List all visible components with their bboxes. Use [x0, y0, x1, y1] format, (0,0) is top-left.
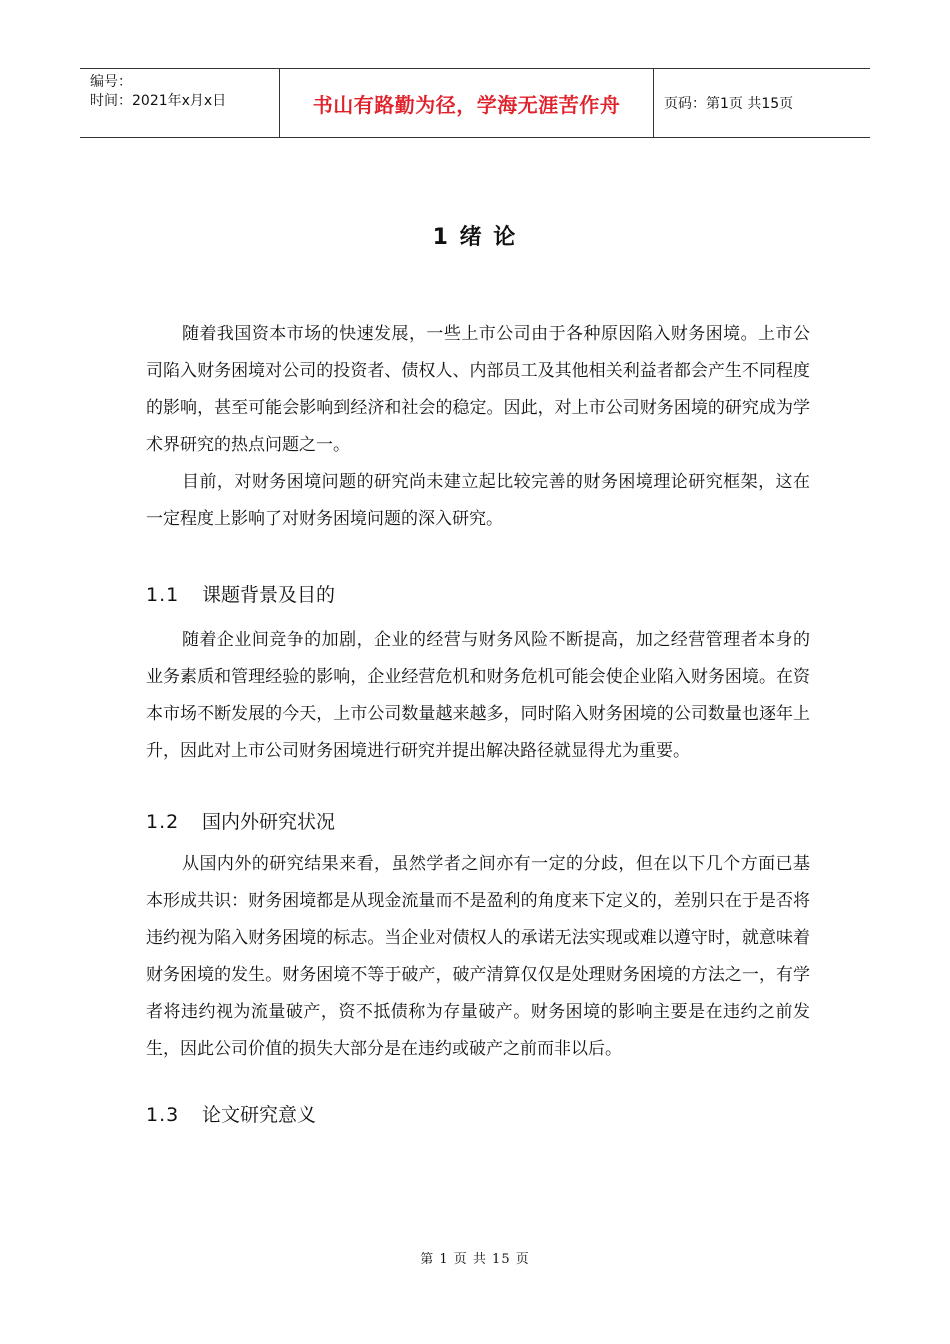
- section-heading-1-2: [146, 807, 335, 834]
- doc-time-label: 时间：2021年x月x日: [90, 93, 227, 109]
- section-heading-1-3: [146, 1100, 316, 1127]
- page-footer: 第 1 页 共 15 页: [420, 1252, 530, 1267]
- section-1-2-paragraph: 从国内外的研究结果来看，虽然学者之间亦有一定的分歧，但在以下几个方面已基本形成共识：财务困境都是从现金流量而不是盈利的角度来下定义的，差别只在于是否将违约视为陷入财务困境的标志。当企业对债权人的承诺无法实现或难以遵守时，就意味着财务困境的发生。财务困境不等于破产，破产清算仅仅是处理财务困境的方法之一，有学者将违约视为流量破产，资不抵债称为存量破产。财务困境的影响主要是在违约之前发生，因此公司价值的损失大部分是在违约或破产之前而非以后。: [146, 854, 810, 1059]
- section-number: 1.3: [146, 1104, 180, 1126]
- section-title: 论文研究意义: [202, 1104, 317, 1126]
- header-meta-cell: [80, 69, 280, 137]
- header-motto-cell: [280, 69, 654, 137]
- header-page-label: 页码：第1页 共15页: [664, 96, 794, 112]
- header-motto: 书山有路勤为径，学海无涯苦作舟: [312, 92, 621, 117]
- doc-number-label: 编号：: [90, 74, 132, 90]
- section-number: 1.2: [146, 811, 180, 833]
- header-page-cell: [654, 69, 870, 137]
- section-title: 国内外研究状况: [202, 811, 336, 833]
- chapter-title: 1 绪 论: [432, 225, 518, 250]
- section-title: 课题背景及目的: [202, 584, 336, 606]
- section-1-1-paragraph: 随着企业间竞争的加剧，企业的经营与财务风险不断提高，加之经营管理者本身的业务素质和管理经验的影响，企业经营危机和财务危机可能会使企业陷入财务困境。在资本市场不断发展的今天，上市公司数量越来越多，同时陷入财务困境的公司数量也逐年上升，因此对上市公司财务困境进行研究并提出解决路径就显得尤为重要。: [146, 630, 810, 761]
- section-number: 1.1: [146, 584, 180, 606]
- intro-paragraph-2: 目前，对财务困境问题的研究尚未建立起比较完善的财务困境理论研究框架，这在一定程度上影响了对财务困境问题的深入研究。: [146, 472, 810, 529]
- document-header: [80, 68, 870, 138]
- section-heading-1-1: [146, 580, 335, 607]
- intro-paragraph-1: 随着我国资本市场的快速发展，一些上市公司由于各种原因陷入财务困境。上市公司陷入财务困境对公司的投资者、债权人、内部员工及其他相关利益者都会产生不同程度的影响，甚至可能会影响到经济和社会的稳定。因此，对上市公司财务困境的研究成为学术界研究的热点问题之一。: [146, 324, 810, 455]
